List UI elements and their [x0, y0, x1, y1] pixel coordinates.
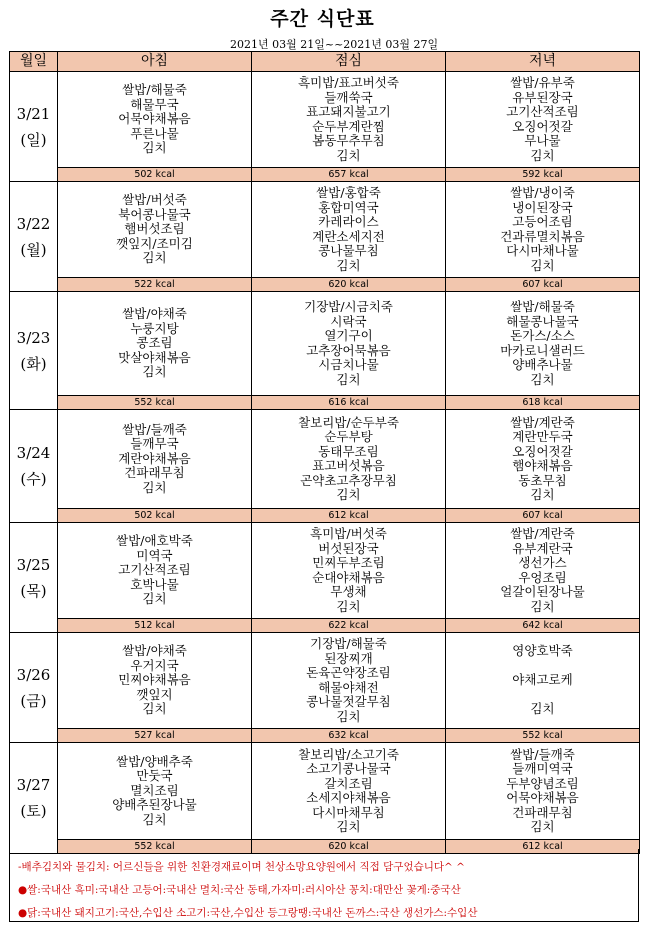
menu-item: 계란소세지전 — [312, 228, 385, 244]
day-weekday: (목) — [20, 581, 47, 600]
menu-item — [446, 659, 639, 674]
menu-item: 얼갈이된장나물 — [500, 584, 585, 599]
breakfast-kcal: 502 kcal — [58, 168, 252, 182]
menu-item: 표고돼지불고기 — [306, 104, 391, 119]
dinner-menu — [446, 523, 640, 619]
menu-item: 김치 — [142, 479, 167, 495]
menu-item: 고기산적조림 — [506, 104, 579, 119]
menu-item: 콩나물젓갈무침 — [306, 694, 391, 709]
day-cell — [10, 72, 58, 182]
lunch-kcal: 622 kcal — [252, 619, 446, 633]
breakfast-kcal: 512 kcal — [58, 619, 252, 633]
day-date: 3/24 — [16, 444, 51, 462]
menu-item: 어묵야채볶음 — [506, 790, 579, 805]
menu-item: 김치 — [530, 371, 555, 387]
menu-item: 김치 — [336, 147, 361, 163]
menu-item: 표고버섯볶음 — [312, 458, 385, 473]
menu-item: 쌀밥/들깨죽 — [122, 421, 187, 437]
menu-item: 맛살야채볶음 — [118, 349, 191, 365]
menu-item: 푸른나물 — [130, 125, 179, 141]
day-date: 3/27 — [16, 776, 51, 794]
lunch-kcal: 620 kcal — [252, 840, 446, 854]
menu-item: 계란만두국 — [512, 429, 573, 444]
header-day: 월일 — [10, 52, 58, 72]
kcal-row — [10, 509, 640, 523]
breakfast-menu — [58, 182, 252, 278]
dinner-menu — [446, 182, 640, 278]
dinner-menu — [446, 743, 640, 840]
menu-item: 우엉조림 — [518, 569, 567, 585]
menu-item: 두부양념조림 — [506, 775, 579, 791]
menu-item: 김치 — [530, 598, 555, 614]
menu-item: 고추장어묵볶음 — [306, 342, 391, 358]
menu-item: 쌀밥/야채죽 — [122, 306, 187, 322]
day-date: 3/21 — [16, 104, 51, 123]
menu-item: 민찌두부조림 — [312, 555, 385, 570]
menu-item: 기장밥/시금치죽 — [304, 299, 393, 314]
breakfast-menu — [58, 743, 252, 840]
menu-item: 찰보리밥/소고기죽 — [298, 746, 399, 762]
menu-table — [9, 51, 640, 854]
lunch-kcal: 620 kcal — [252, 278, 446, 292]
menu-item: 북어콩나물국 — [118, 206, 191, 222]
menu-item: 찰보리밥/순두부죽 — [298, 414, 399, 430]
day-date: 3/26 — [16, 665, 51, 684]
menu-item — [446, 688, 639, 703]
lunch-kcal: 657 kcal — [252, 168, 446, 182]
menu-item: 우거지국 — [130, 657, 179, 673]
breakfast-kcal: 502 kcal — [58, 509, 252, 523]
menu-item: 유부계란국 — [512, 540, 573, 556]
menu-item: 홍합미역국 — [318, 199, 379, 215]
dinner-kcal: 592 kcal — [446, 168, 640, 182]
dinner-kcal: 612 kcal — [446, 840, 640, 854]
breakfast-kcal: 552 kcal — [58, 396, 252, 410]
menu-row — [10, 72, 640, 168]
menu-item: 유부된장국 — [512, 89, 573, 105]
menu-item: 무나물 — [524, 133, 561, 148]
menu-item: 김치 — [142, 364, 167, 380]
note-kimchi: -배추김치와 물김치: 어르신들을 위한 친환경재료이며 천상소망요양원에서 직접 담구었습니다^ ^ — [18, 861, 465, 873]
menu-item: 카레라이스 — [318, 214, 379, 229]
day-weekday: (금) — [20, 691, 47, 710]
dinner-kcal: 607 kcal — [446, 509, 640, 523]
lunch-menu — [252, 633, 446, 729]
dinner-menu — [446, 292, 640, 396]
breakfast-kcal: 527 kcal — [58, 729, 252, 743]
menu-item: 햄야채볶음 — [512, 458, 573, 473]
dinner-kcal: 618 kcal — [446, 396, 640, 410]
header-dinner: 저녁 — [446, 52, 640, 72]
menu-item: 쌀밥/냉이죽 — [510, 185, 575, 200]
menu-item: 김치 — [142, 591, 167, 607]
dinner-menu — [446, 72, 640, 168]
menu-item: 쌀밥/해물죽 — [122, 82, 187, 98]
menu-item: 계란야채볶음 — [118, 450, 191, 466]
menu-item: 쌀밥/홍합죽 — [316, 185, 381, 200]
menu-item: 시락국 — [330, 313, 367, 329]
menu-item: 김치 — [336, 598, 361, 614]
day-weekday: (화) — [20, 354, 47, 373]
menu-item: 건파래무침 — [124, 465, 185, 481]
lunch-kcal: 632 kcal — [252, 729, 446, 743]
day-cell — [10, 182, 58, 292]
lunch-menu — [252, 292, 446, 396]
notes — [9, 849, 639, 922]
menu-item: 다시마채나물 — [506, 243, 579, 258]
date-range: 2021년 03월 21일~~2021년 03월 27일 — [230, 38, 439, 51]
menu-item: 쌀밥/계란죽 — [510, 414, 575, 430]
menu-item: 오징어젓갈 — [512, 443, 573, 459]
breakfast-menu — [58, 523, 252, 619]
menu-row — [10, 182, 640, 278]
menu-item: 냉이된장국 — [512, 199, 573, 215]
lunch-menu — [252, 523, 446, 619]
day-cell — [10, 743, 58, 854]
menu-row — [10, 523, 640, 619]
menu-item: 동초무침 — [518, 472, 567, 488]
menu-item: 흑미밥/버섯죽 — [310, 526, 387, 541]
day-cell — [10, 523, 58, 633]
day-weekday: (월) — [20, 240, 47, 259]
dinner-kcal: 642 kcal — [446, 619, 640, 633]
breakfast-kcal: 552 kcal — [58, 840, 252, 854]
dinner-kcal: 607 kcal — [446, 278, 640, 292]
menu-item: 민찌야채볶음 — [118, 672, 191, 688]
menu-item: 소세지야채볶음 — [306, 790, 391, 805]
day-date: 3/22 — [16, 214, 51, 233]
menu-item: 양배추된장나물 — [112, 797, 197, 813]
dinner-menu — [446, 633, 640, 729]
page-title: 주간 식단표 — [270, 8, 375, 30]
menu-item: 기장밥/해물죽 — [310, 636, 387, 651]
menu-item: 쌀밥/계란죽 — [510, 526, 575, 541]
kcal-row — [10, 168, 640, 182]
menu-item: 쌀밥/해물죽 — [510, 299, 575, 314]
menu-item: 돈육곤약장조림 — [306, 665, 391, 680]
day-cell — [10, 410, 58, 523]
menu-item: 양배추나물 — [512, 357, 573, 372]
menu-item: 김치 — [142, 811, 167, 827]
header-row — [10, 52, 640, 72]
menu-item: 영양호박죽 — [512, 643, 573, 659]
menu-item: 김치 — [530, 147, 555, 163]
lunch-kcal: 616 kcal — [252, 396, 446, 410]
menu-item: 야채고로케 — [512, 672, 573, 688]
lunch-menu — [252, 72, 446, 168]
menu-item: 돈가스/소스 — [510, 328, 575, 343]
menu-item: 순두부탕 — [324, 429, 373, 444]
menu-item: 김치 — [142, 250, 167, 266]
menu-item: 김치 — [336, 371, 361, 387]
menu-item: 만둣국 — [136, 768, 173, 784]
menu-item: 들깨쑥국 — [324, 89, 373, 105]
day-weekday: (일) — [20, 130, 47, 149]
menu-item: 쌀밥/들깨죽 — [510, 746, 575, 762]
menu-item: 곤약초고추장무침 — [300, 472, 397, 488]
menu-item: 멸치조림 — [130, 782, 179, 798]
menu-item: 김치 — [142, 701, 167, 717]
breakfast-menu — [58, 292, 252, 396]
menu-item: 열기구이 — [324, 328, 373, 343]
day-date: 3/23 — [16, 328, 51, 347]
menu-item: 쌀밥/양배추죽 — [116, 753, 193, 769]
menu-row — [10, 292, 640, 396]
header-breakfast: 아침 — [58, 52, 252, 72]
menu-item: 다시마채무침 — [312, 804, 385, 820]
menu-item: 미역국 — [136, 547, 173, 563]
menu-item: 김치 — [530, 487, 555, 502]
menu-item: 들깨무국 — [130, 436, 179, 452]
menu-item: 쌀밥/야채죽 — [122, 643, 187, 659]
breakfast-menu — [58, 410, 252, 509]
menu-item: 건파래무침 — [512, 804, 573, 820]
day-weekday: (수) — [20, 470, 47, 488]
menu-item: 갈치조림 — [324, 775, 373, 791]
menu-item: 소고기콩나물국 — [306, 761, 391, 776]
day-date: 3/25 — [16, 555, 51, 574]
menu-item: 마카로니샐러드 — [500, 342, 585, 358]
menu-item: 깻잎지/조미김 — [116, 235, 193, 251]
menu-item: 호박나물 — [130, 576, 179, 592]
menu-item: 버섯된장국 — [318, 540, 379, 556]
lunch-menu — [252, 182, 446, 278]
note-origin-2: ●닭:국내산 돼지고기:국산,수입산 소고기:국산,수입산 등그랑땡:국내산 돈까스:국산 생선가스:수입산 — [18, 907, 478, 919]
breakfast-menu — [58, 633, 252, 729]
menu-item: 고등어조림 — [512, 214, 573, 229]
menu-item: 들깨미역국 — [512, 761, 573, 776]
menu-item: 어묵야채볶음 — [118, 111, 191, 127]
menu-item: 해물야채전 — [318, 679, 379, 695]
menu-item: 김치 — [530, 819, 555, 834]
menu-row — [10, 743, 640, 840]
day-cell — [10, 292, 58, 410]
menu-item: 시금치나물 — [318, 357, 379, 372]
kcal-row — [10, 396, 640, 410]
menu-item: 쌀밥/애호박죽 — [116, 533, 193, 549]
menu-item: 김치 — [336, 257, 361, 273]
menu-item: 김치 — [336, 487, 361, 502]
menu-item: 김치 — [530, 701, 555, 717]
breakfast-kcal: 522 kcal — [58, 278, 252, 292]
menu-item: 쌀밥/버섯죽 — [122, 192, 187, 208]
dinner-menu — [446, 410, 640, 509]
lunch-menu — [252, 410, 446, 509]
menu-item: 흑미밥/표고버섯죽 — [298, 75, 399, 90]
menu-item: 오징어젓갈 — [512, 118, 573, 134]
menu-item: 깻잎지 — [136, 686, 173, 702]
header-lunch: 점심 — [252, 52, 446, 72]
menu-item: 무생채 — [330, 584, 367, 599]
menu-item: 햄버섯조림 — [124, 221, 185, 237]
menu-item: 누룽지탕 — [130, 320, 179, 336]
lunch-menu — [252, 743, 446, 840]
kcal-row — [10, 729, 640, 743]
breakfast-menu — [58, 72, 252, 168]
menu-item: 순대야채볶음 — [312, 569, 385, 585]
menu-item: 건과류멸치볶음 — [500, 228, 585, 244]
menu-item: 해물무국 — [130, 96, 179, 112]
menu-item: 고기산적조림 — [118, 562, 191, 578]
note-origin-1: ●쌀:국내산 흑미:국내산 고등어:국내산 멸치:국산 동태,가자미:러시아산 꽁치:대만산 꽃게:중국산 — [18, 884, 461, 896]
menu-item: 생선가스 — [518, 555, 567, 570]
menu-item: 콩나물무침 — [318, 243, 379, 258]
menu-item: 해물콩나물국 — [506, 313, 579, 329]
kcal-row — [10, 278, 640, 292]
menu-item: 김치 — [142, 140, 167, 156]
menu-item: 봄동무추무침 — [312, 133, 385, 148]
menu-item: 된장찌개 — [324, 650, 373, 666]
menu-item: 동태무조림 — [318, 443, 379, 459]
kcal-row — [10, 619, 640, 633]
day-cell — [10, 633, 58, 743]
lunch-kcal: 612 kcal — [252, 509, 446, 523]
day-weekday: (토) — [20, 802, 47, 820]
menu-item: 콩조림 — [136, 335, 173, 351]
menu-item: 쌀밥/유부죽 — [510, 75, 575, 90]
menu-row — [10, 633, 640, 729]
dinner-kcal: 552 kcal — [446, 729, 640, 743]
menu-item: 김치 — [530, 257, 555, 273]
menu-item: 순두부계란찜 — [312, 118, 385, 134]
menu-item: 김치 — [336, 819, 361, 834]
menu-item: 김치 — [336, 708, 361, 724]
menu-row — [10, 410, 640, 509]
